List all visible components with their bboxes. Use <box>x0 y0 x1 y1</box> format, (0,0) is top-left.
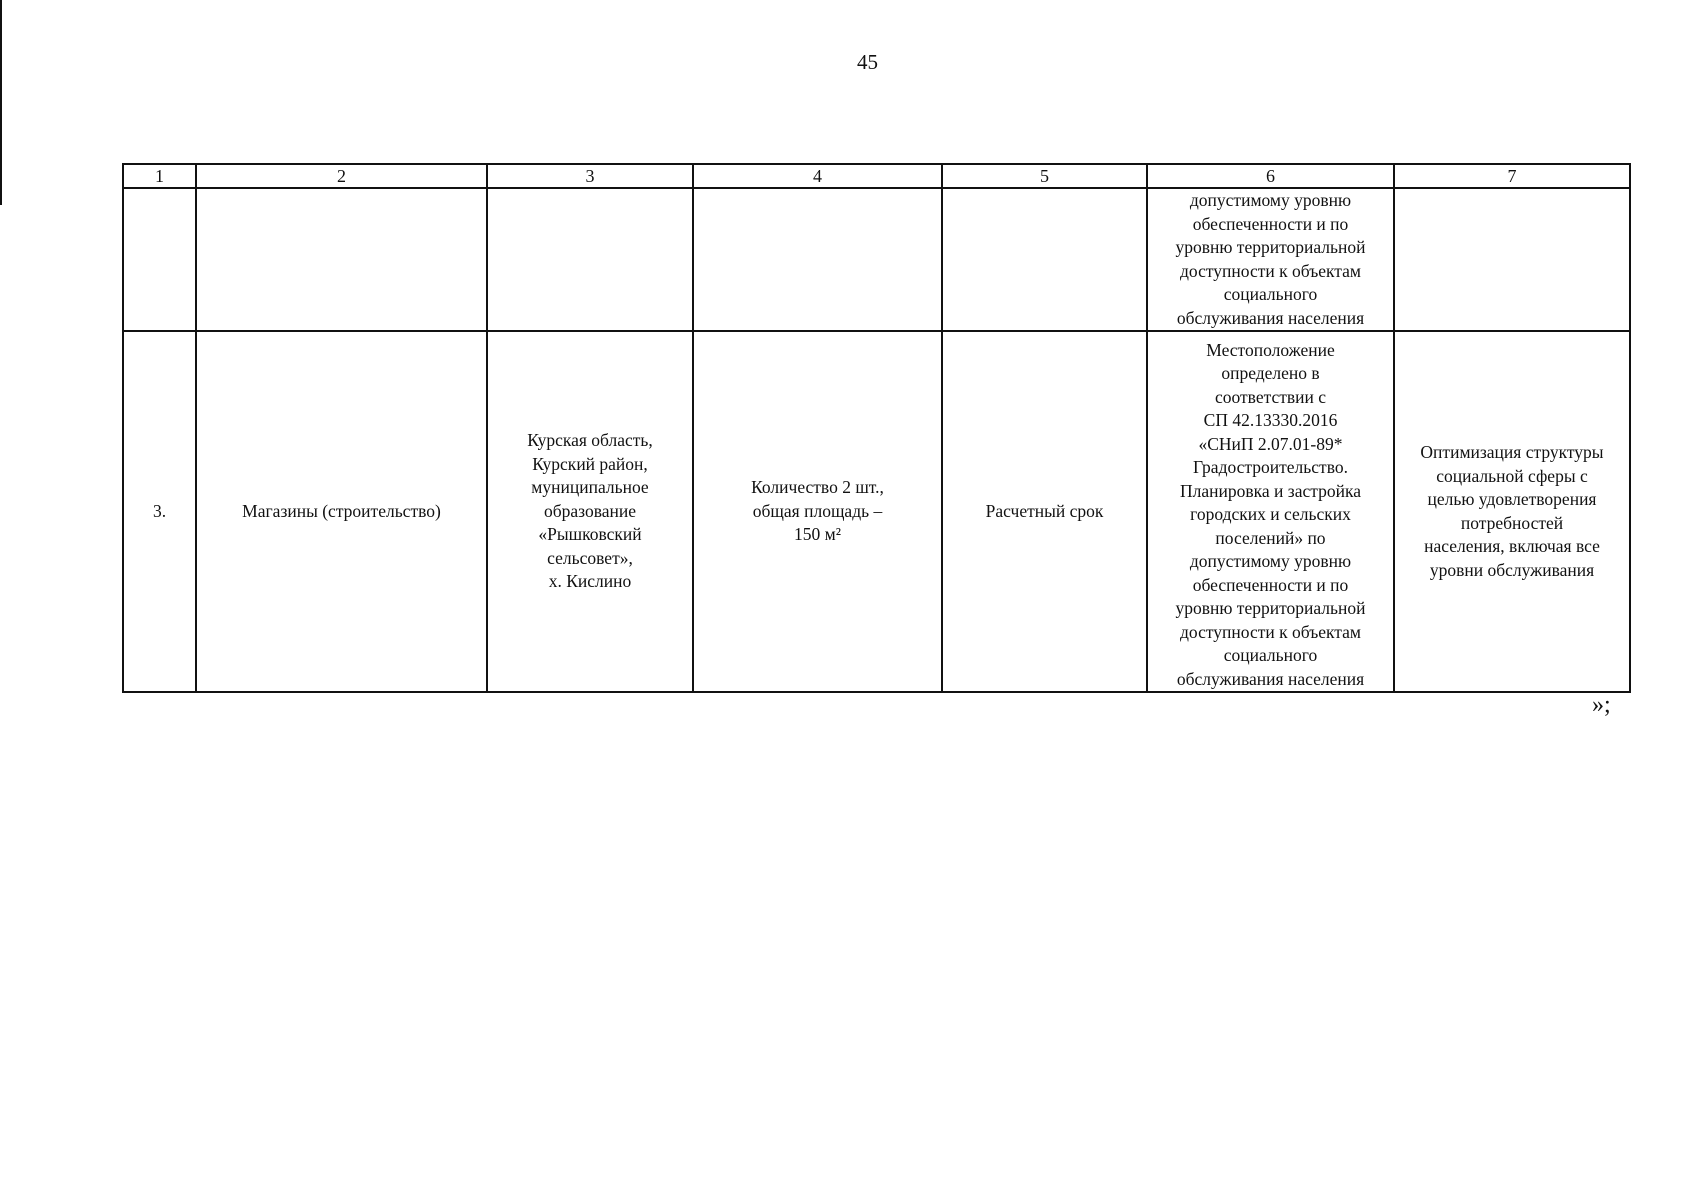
characteristics-text: Количество 2 шт., общая площадь – 150 м² <box>751 477 884 545</box>
basis-text: Местоположение определено в соответствии с СП 42.13330.2016 «СНиП 2.07.01-89* Градостроительство. Планировка и застройка городских и сельских поселений» по допустимому уровню обеспеченности и по уровню территориальной доступности к объектам социального обслуживания населения <box>1175 339 1366 689</box>
purpose-text: Оптимизация структуры социальной сферы с целью удовлетворения потребностей населения, включая все уровни обслуживания <box>1420 442 1604 580</box>
characteristics-cell <box>693 331 942 692</box>
page-number: 45 <box>857 50 878 74</box>
location-text: Курская область, Курский район, муниципальное образование «Рышковский сельсовет», х. Кислино <box>527 430 653 592</box>
continuation-cell-basis <box>1147 188 1394 331</box>
row-number-cell <box>123 331 196 692</box>
header-cell-5: 5 <box>942 164 1147 188</box>
basis-cell <box>1147 331 1394 692</box>
row-number: 3. <box>152 500 167 521</box>
header-cell-7: 7 <box>1394 164 1630 188</box>
object-name: Магазины (строительство) <box>242 500 441 521</box>
continuation-cell-3 <box>487 188 693 331</box>
continuation-cell-1 <box>123 188 196 331</box>
term-text: Расчетный срок <box>985 500 1104 521</box>
scan-edge-mark <box>0 0 2 205</box>
continuation-cell-4 <box>693 188 942 331</box>
continuation-row <box>123 188 1630 331</box>
location-cell <box>487 331 693 692</box>
continuation-cell-5 <box>942 188 1147 331</box>
purpose-cell <box>1394 331 1630 692</box>
header-cell-4: 4 <box>693 164 942 188</box>
table-header-row <box>123 164 1630 188</box>
object-name-cell <box>196 331 487 692</box>
table-row <box>123 331 1630 692</box>
header-cell-6: 6 <box>1147 164 1394 188</box>
header-cell-1: 1 <box>123 164 196 188</box>
continuation-cell-2 <box>196 188 487 331</box>
header-cell-2: 2 <box>196 164 487 188</box>
continuation-basis-text: допустимому уровню обеспеченности и по уровню территориальной доступности к объектам социального обслуживания населения <box>1175 190 1366 328</box>
term-cell <box>942 331 1147 692</box>
header-cell-3: 3 <box>487 164 693 188</box>
continuation-cell-7 <box>1394 188 1630 331</box>
closing-quote: »; <box>1592 692 1611 718</box>
planning-table <box>122 163 1631 693</box>
